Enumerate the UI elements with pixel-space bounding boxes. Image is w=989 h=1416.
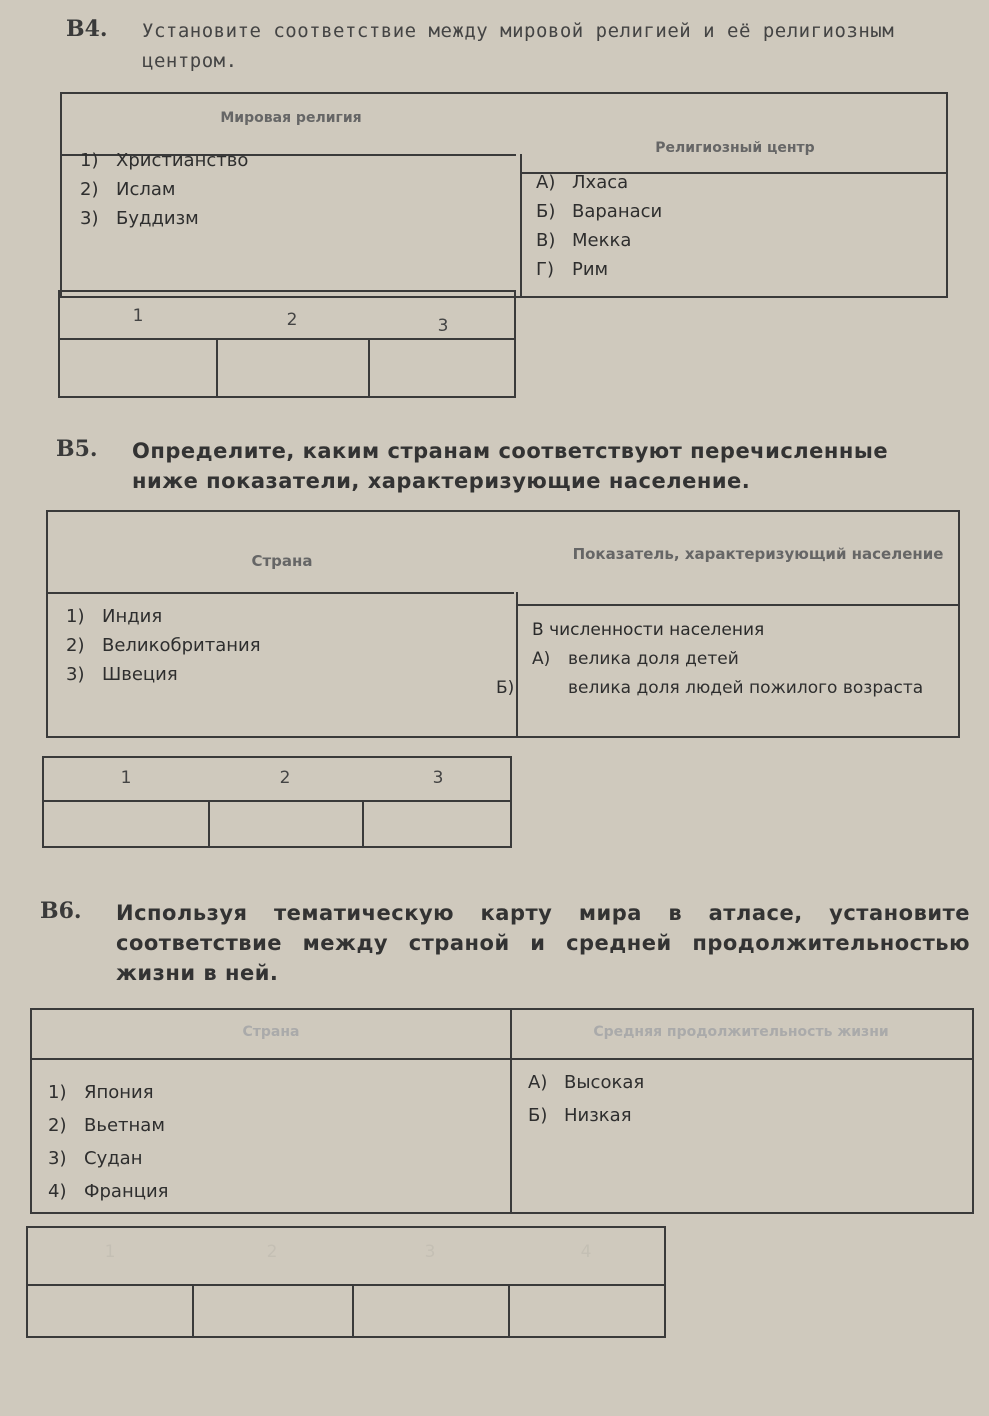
question-b4 [0, 0, 989, 410]
answer-header: 3 [432, 768, 444, 788]
question-number: В4. [66, 16, 108, 42]
answer-cell[interactable] [30, 1286, 190, 1336]
column-header-right: Религиозный центр [655, 140, 815, 156]
left-list [80, 146, 248, 233]
list-item: А) Лхаса [536, 172, 629, 193]
list-item: Б) Низкая [528, 1105, 632, 1126]
column-header-right: Средняя продолжительность жизни [593, 1024, 889, 1040]
answer-header: 1 [104, 1242, 116, 1262]
column-header-left: Мировая религия [220, 110, 362, 126]
left-list [48, 1076, 169, 1208]
answer-cell[interactable] [210, 802, 360, 846]
answer-cell[interactable] [354, 1286, 506, 1336]
question-text: Установите соответствие между мировой религией и её религиозным центром. [142, 20, 895, 72]
list-item: 2) Вьетнам [48, 1115, 165, 1136]
right-intro: В численности населения [532, 620, 765, 640]
answer-table [42, 756, 512, 848]
question-text: Определите, каким странам соответствуют перечисленные ниже показатели, характеризующие население. [132, 439, 889, 493]
question-b5 [0, 420, 989, 860]
answer-cell[interactable] [218, 340, 366, 396]
column-header-right: Показатель, характеризующий население [572, 545, 944, 563]
question-number: В6. [40, 898, 82, 924]
list-item: 1) Индия [66, 606, 163, 627]
answer-header: 2 [266, 1242, 278, 1262]
column-header-left: Страна [242, 1024, 300, 1040]
matching-table [46, 510, 960, 738]
right-list [528, 1066, 644, 1132]
list-item: 3) Швеция [66, 664, 178, 685]
answer-cell[interactable] [364, 802, 510, 846]
answer-header: 2 [286, 310, 298, 330]
question-text: Используя тематическую карту мира в атласе, установите соответствие между страной и средней продолжительностью жизни в ней. [116, 901, 970, 985]
list-item: Б) велика доля людей пожилого возраста [496, 678, 924, 698]
list-item: В) Мекка [536, 230, 632, 251]
answer-header: 2 [279, 768, 291, 788]
list-item: 4) Франция [48, 1181, 169, 1202]
list-item: А) Высокая [528, 1072, 645, 1093]
answer-table [26, 1226, 666, 1338]
list-item: Г) Рим [536, 259, 609, 280]
column-header-left: Страна [251, 552, 313, 570]
list-item: 3) Буддизм [80, 208, 199, 229]
answer-cell[interactable] [46, 802, 206, 846]
list-item: 1) Христианство [80, 150, 249, 171]
right-list [496, 645, 932, 703]
matching-table [30, 1008, 974, 1214]
matching-table [60, 92, 948, 298]
answer-cell[interactable] [370, 340, 514, 396]
answer-table [58, 290, 516, 398]
list-item: 2) Ислам [80, 179, 176, 200]
answer-cell[interactable] [62, 340, 214, 396]
list-item: А) велика доля детей [532, 649, 739, 669]
answer-header: 4 [580, 1242, 592, 1262]
list-item: 1) Япония [48, 1082, 154, 1103]
answer-header: 1 [132, 306, 144, 326]
left-list [66, 602, 261, 689]
list-item: 2) Великобритания [66, 635, 261, 656]
question-number: В5. [56, 436, 98, 462]
answer-header: 3 [424, 1242, 436, 1262]
list-item: Б) Варанаси [536, 201, 663, 222]
right-list [536, 168, 662, 284]
answer-header: 1 [120, 768, 132, 788]
answer-cell[interactable] [194, 1286, 350, 1336]
question-b6 [0, 890, 989, 1360]
answer-cell[interactable] [510, 1286, 662, 1336]
answer-header: 3 [437, 316, 449, 336]
list-item: 3) Судан [48, 1148, 143, 1169]
